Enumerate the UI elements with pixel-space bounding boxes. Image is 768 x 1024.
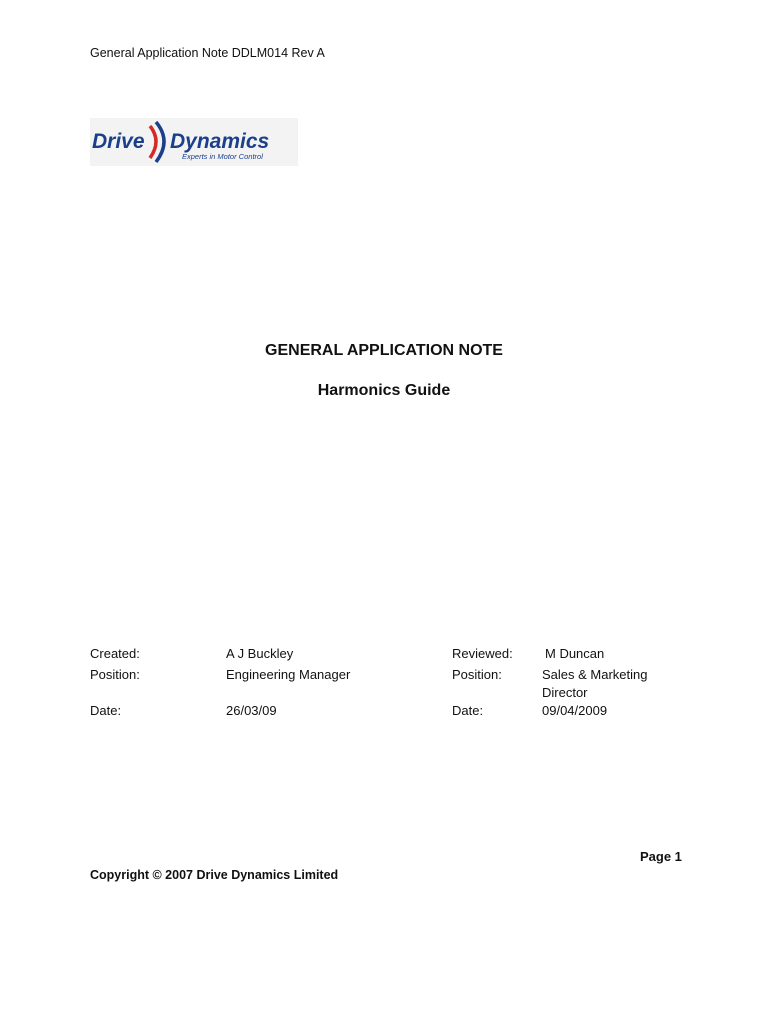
date-value-right: 09/04/2009 xyxy=(542,703,608,718)
signoff-table xyxy=(90,645,690,723)
logo-tagline: Experts in Motor Control xyxy=(182,152,263,161)
logo-word-drive: Drive xyxy=(92,130,145,153)
logo-graphic xyxy=(90,118,298,166)
date-label-right: Date: xyxy=(452,703,484,718)
reviewed-label: Reviewed: xyxy=(452,646,513,661)
position-label-left: Position: xyxy=(90,667,140,682)
signoff-row-date xyxy=(90,702,690,723)
position-label-right: Position: xyxy=(452,667,502,682)
position-value-right-line1: Sales & Marketing xyxy=(542,667,648,682)
document-title: GENERAL APPLICATION NOTE xyxy=(265,342,503,359)
drive-dynamics-logo xyxy=(90,118,298,166)
position-value-left: Engineering Manager xyxy=(226,667,351,682)
position-value-right xyxy=(542,666,682,702)
document-subtitle: Harmonics Guide xyxy=(317,382,451,399)
signoff-row-position xyxy=(90,666,690,702)
date-value-left: 26/03/09 xyxy=(226,703,277,718)
logo-word-dynamics: Dynamics xyxy=(170,130,270,153)
copyright-notice: Copyright © 2007 Drive Dynamics Limited xyxy=(90,868,339,882)
created-value: A J Buckley xyxy=(226,646,294,661)
position-value-right-line2: Director xyxy=(542,685,588,700)
created-label: Created: xyxy=(90,646,140,661)
signoff-row-created xyxy=(90,645,690,666)
page-number: Page 1 xyxy=(640,849,682,864)
date-label-left: Date: xyxy=(90,703,122,718)
reviewed-value: M Duncan xyxy=(545,646,605,661)
document-reference-header: General Application Note DDLM014 Rev A xyxy=(90,46,325,60)
